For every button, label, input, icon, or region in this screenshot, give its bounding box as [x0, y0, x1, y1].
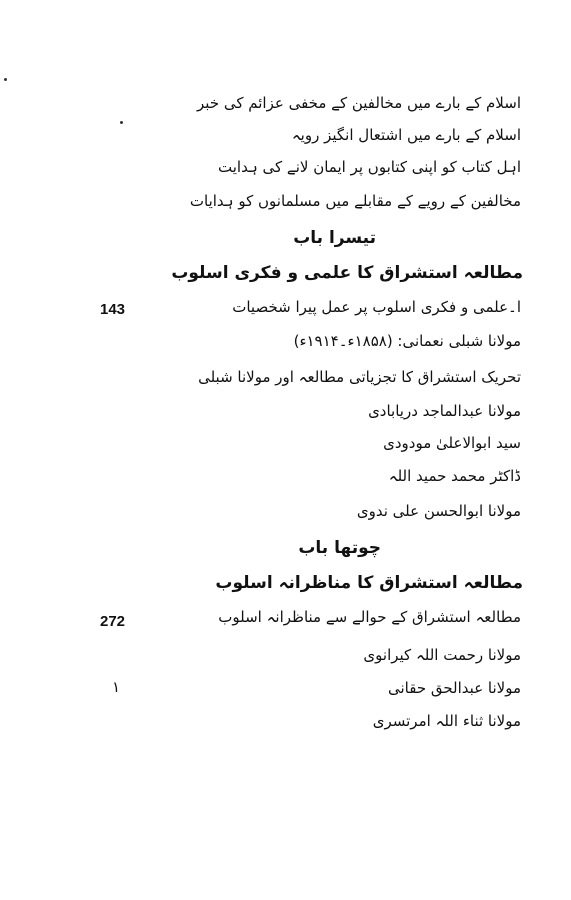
- page-number: 272: [100, 613, 126, 630]
- margin-mark: ١: [112, 679, 121, 696]
- toc-entry: تحریک استشراق کا تجزیاتی مطالعہ اور مولانا شبلی: [198, 368, 521, 386]
- toc-entry: مطالعہ استشراق کے حوالے سے مناظرانہ اسلوب: [218, 608, 521, 626]
- scan-speck: [120, 121, 123, 124]
- toc-entry: ڈاکٹر محمد حمید اللہ: [388, 467, 521, 485]
- toc-entry: مولانا ثناء اللہ امرتسری: [372, 712, 521, 730]
- toc-entry: مولانا شبلی نعمانی: (۱۸۵۸ء۔۱۹۱۴ء): [293, 332, 521, 350]
- toc-entry: مولانا ابوالحسن علی ندوی: [356, 502, 521, 520]
- toc-entry: مولانا رحمت اللہ کیرانوی: [363, 646, 521, 664]
- chapter-title: مطالعہ استشراق کا مناظرانہ اسلوب: [215, 573, 523, 593]
- chapter-label: تیسرا باب: [293, 228, 376, 248]
- page-number: 143: [100, 301, 126, 318]
- scan-speck: [4, 78, 7, 81]
- chapter-label: چوتھا باب: [298, 538, 381, 558]
- toc-entry: اسلام کے بارے میں مخالفین کے مخفی عزائم کی خبر: [197, 94, 521, 112]
- toc-entry: مخالفین کے رویے کے مقابلے میں مسلمانوں کو ہدایات: [189, 192, 521, 210]
- toc-entry: ا۔علمی و فکری اسلوب پر عمل پیرا شخصیات: [232, 298, 521, 316]
- toc-entry: اہل کتاب کو اپنی کتابوں پر ایمان لانے کی ہدایت: [218, 158, 521, 176]
- chapter-title: مطالعہ استشراق کا علمی و فکری اسلوب: [171, 263, 523, 283]
- toc-entry: سید ابوالاعلیٰ مودودی: [383, 434, 521, 452]
- toc-entry: اسلام کے بارے میں اشتعال انگیز رویہ: [291, 126, 521, 144]
- toc-entry: مولانا عبدالحق حقانی: [387, 679, 521, 697]
- toc-entry: مولانا عبدالماجد دریابادی: [368, 402, 521, 420]
